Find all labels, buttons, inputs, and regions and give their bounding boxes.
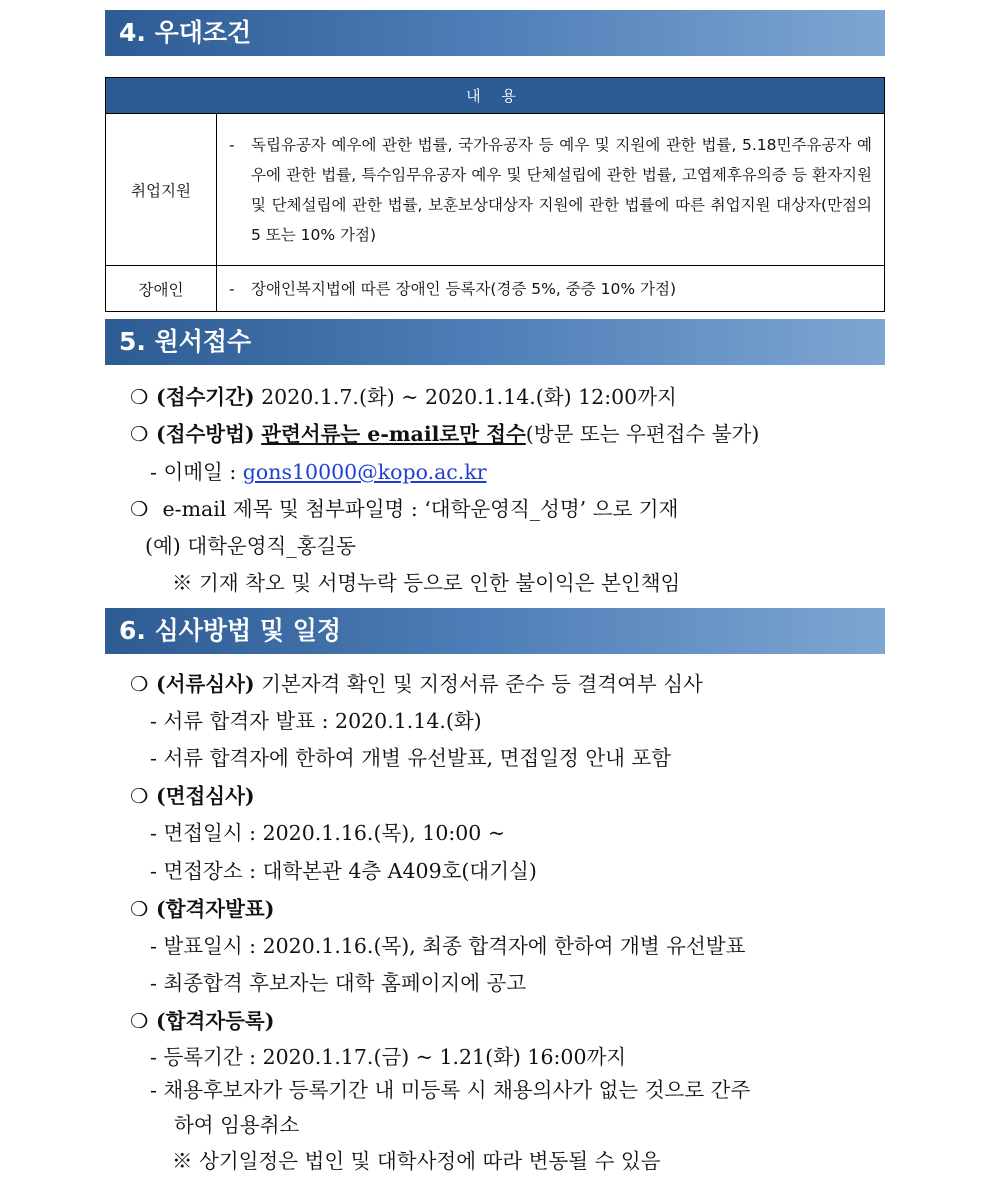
circle-bullet: ❍ <box>130 497 149 521</box>
registration <box>130 1007 274 1035</box>
document-review-text: 기본자격 확인 및 지정서류 준수 등 결격여부 심사 <box>254 672 703 696</box>
pass-sub-1: - 발표일시 : 2020.1.16.(목), 최종 합격자에 한하여 개별 유선발표 <box>150 934 746 958</box>
circle-bullet: ❍ <box>130 422 149 446</box>
schedule-note: ※ 상기일정은 법인 및 대학사정에 따라 변동될 수 있음 <box>172 1149 661 1173</box>
table-row <box>106 114 885 266</box>
pass-announcement-label: (합격자발표) <box>156 897 275 921</box>
application-period <box>130 383 677 411</box>
circle-bullet: ❍ <box>130 897 149 921</box>
email-subject-line <box>130 495 678 523</box>
email-label: - 이메일 : <box>150 460 243 484</box>
circle-bullet: ❍ <box>130 385 149 409</box>
method-text: (방문 또는 우편접수 불가) <box>525 422 760 446</box>
dash-marker: - <box>229 135 235 154</box>
pass-sub-2: - 최종합격 후보자는 대학 홈페이지에 공고 <box>150 971 527 995</box>
registration-sub-2b: 하여 임용취소 <box>174 1113 300 1137</box>
section-4-header: 4. 우대조건 <box>105 10 885 56</box>
method-label: (접수방법) <box>156 422 255 446</box>
registration-label: (합격자등록) <box>156 1009 275 1033</box>
email-subject-text: e-mail 제목 및 첨부파일명 : ‘대학운영직_성명’ 으로 기재 <box>156 497 679 521</box>
document-sub-1: - 서류 합격자 발표 : 2020.1.14.(화) <box>150 709 482 733</box>
email-link[interactable]: gons10000@kopo.ac.kr <box>242 460 487 484</box>
document-sub-2: - 서류 합격자에 한하여 개별 유선발표, 면접일정 안내 포함 <box>150 746 672 770</box>
pass-announcement <box>130 895 274 923</box>
document-review-label: (서류심사) <box>156 672 255 696</box>
section-5-header: 5. 원서접수 <box>105 319 885 365</box>
application-method <box>130 420 759 448</box>
method-emphasis: 관련서류는 e-mail로만 접수 <box>261 422 526 446</box>
row-label: 장애인 <box>106 266 217 312</box>
benefit-table <box>105 77 885 312</box>
dash-marker: - <box>229 279 235 298</box>
interview-sub-1: - 면접일시 : 2020.1.16.(목), 10:00 ~ <box>150 821 506 845</box>
interview-review <box>130 782 255 810</box>
interview-sub-2: - 면접장소 : 대학본관 4층 A409호(대기실) <box>150 859 537 883</box>
period-text: 2020.1.7.(화) ~ 2020.1.14.(화) 12:00까지 <box>254 385 677 409</box>
example-line: (예) 대학운영직_홍길동 <box>145 534 356 558</box>
circle-bullet: ❍ <box>130 672 149 696</box>
document-review <box>130 670 703 698</box>
section-6-header: 6. 심사방법 및 일정 <box>105 608 885 654</box>
registration-sub-1: - 등록기간 : 2020.1.17.(금) ~ 1.21(화) 16:00까지 <box>150 1045 627 1069</box>
table-header: 내 용 <box>106 78 885 114</box>
note-line: ※ 기재 착오 및 서명누락 등으로 인한 불이익은 본인책임 <box>172 571 681 595</box>
row-text: 독립유공자 예우에 관한 법률, 국가유공자 등 예우 및 지원에 관한 법률, 5.18민주유공자 예우에 관한 법률, 특수임무유공자 예우 및 단체설립에 관한 법률, 고엽제후유의증 등 환자지원 및 단체설립에 관한 법률, 보훈보상대상자 지원에 관한 법률에 따른 취업지원 대상자(만점의 5 또는 10% 가점) <box>251 135 872 244</box>
table-row <box>106 266 885 312</box>
period-label: (접수기간) <box>156 385 255 409</box>
row-content <box>217 114 885 266</box>
row-text: 장애인복지법에 따른 장애인 등록자(경증 5%, 중증 10% 가점) <box>251 279 676 298</box>
row-content <box>217 266 885 312</box>
row-label: 취업지원 <box>106 114 217 266</box>
interview-review-label: (면접심사) <box>156 784 255 808</box>
circle-bullet: ❍ <box>130 784 149 808</box>
circle-bullet: ❍ <box>130 1009 149 1033</box>
registration-sub-2a: - 채용후보자가 등록기간 내 미등록 시 채용의사가 없는 것으로 간주 <box>150 1078 751 1102</box>
email-line <box>150 458 487 486</box>
